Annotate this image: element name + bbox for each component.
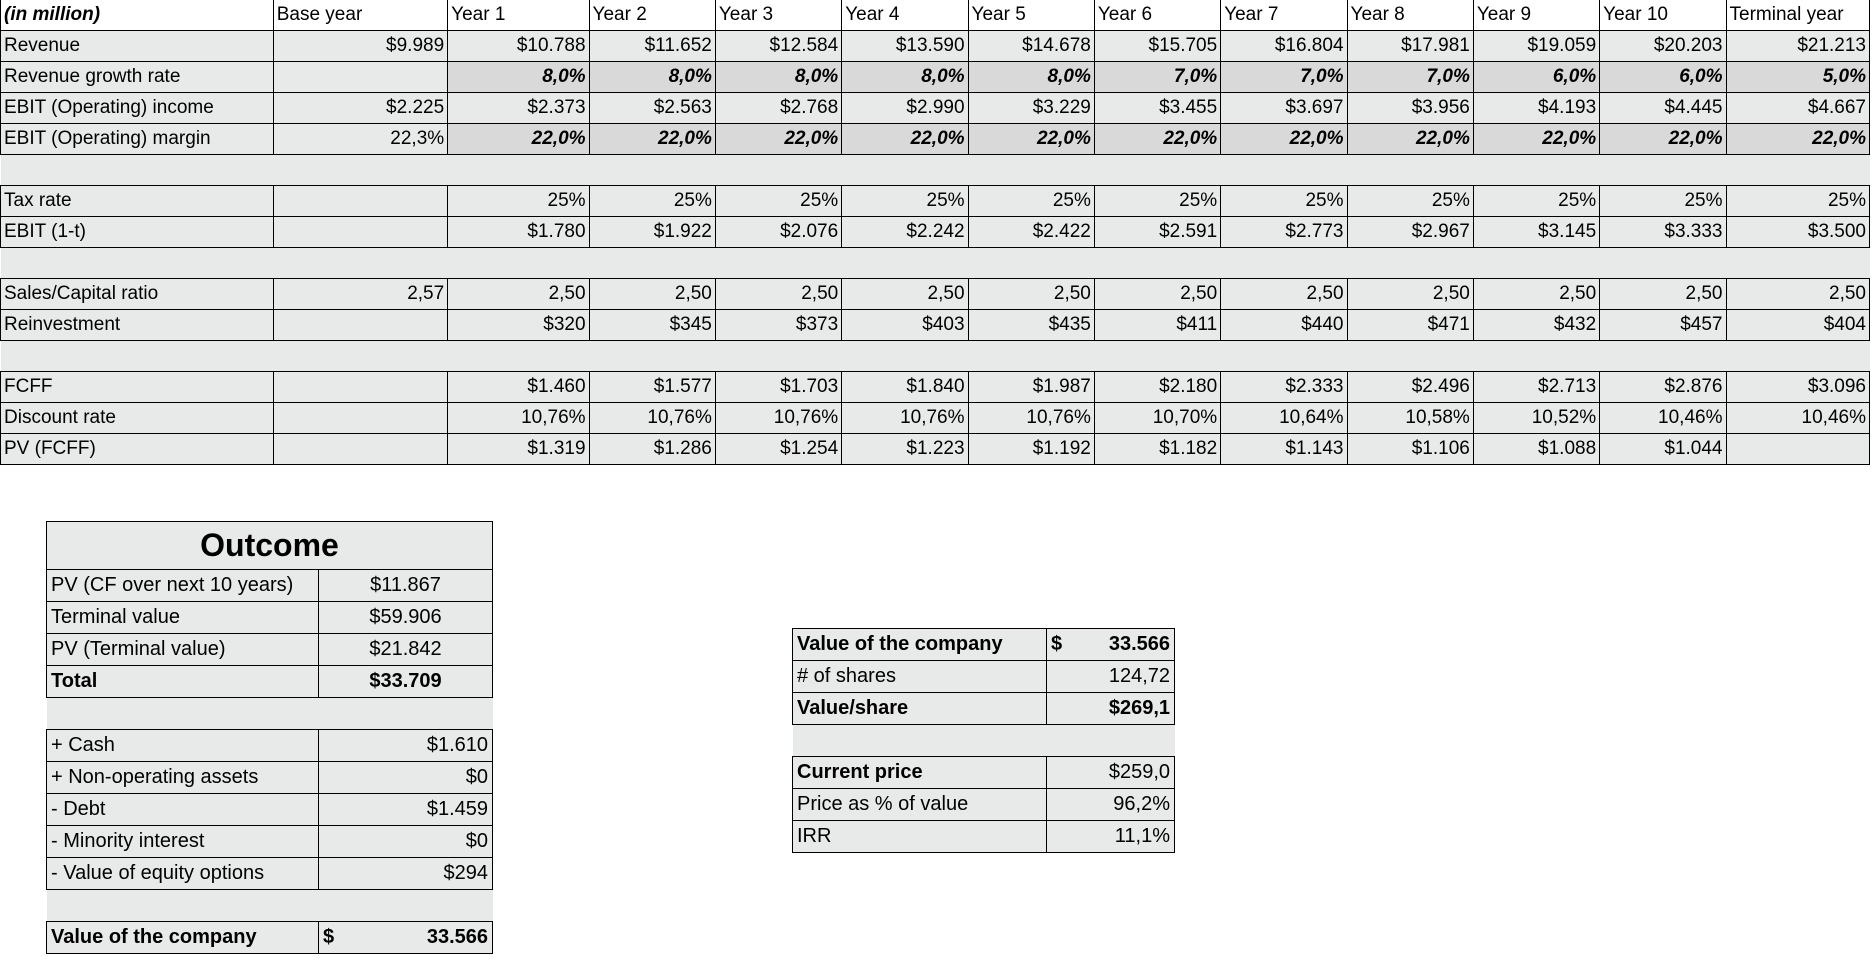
summary-company-label[interactable]: Value of the company <box>793 629 1047 661</box>
non-operating-assets-value[interactable]: $0 <box>319 762 493 794</box>
current-price-label[interactable]: Current price <box>793 757 1047 789</box>
table-cell[interactable]: $2.333 <box>1221 372 1347 403</box>
column-header: Year 9 <box>1473 0 1599 31</box>
table-cell[interactable]: 25% <box>448 186 589 217</box>
table-cell[interactable]: $1.780 <box>448 217 589 248</box>
table-cell[interactable]: $1.044 <box>1600 434 1726 465</box>
pv-terminal-label[interactable]: PV (Terminal value) <box>47 634 319 666</box>
table-cell[interactable] <box>273 62 447 93</box>
table-cell[interactable]: $320 <box>448 310 589 341</box>
table-cell[interactable]: $2.967 <box>1347 217 1473 248</box>
table-cell[interactable]: $14.678 <box>968 31 1094 62</box>
table-cell[interactable]: $1.987 <box>968 372 1094 403</box>
table-row <box>1 403 1870 434</box>
table-cell[interactable]: 10,46% <box>1600 403 1726 434</box>
table-cell[interactable]: 22,0% <box>448 124 589 155</box>
table-cell[interactable]: 8,0% <box>715 62 841 93</box>
table-cell[interactable]: 5,0% <box>1726 62 1870 93</box>
table-cell[interactable] <box>273 217 447 248</box>
row-label[interactable]: Tax rate <box>1 186 274 217</box>
spacer-row <box>1 155 1870 186</box>
spacer-row <box>1 248 1870 279</box>
table-cell[interactable]: $471 <box>1347 310 1473 341</box>
table-cell[interactable]: 8,0% <box>448 62 589 93</box>
table-cell[interactable]: $3.455 <box>1094 93 1220 124</box>
table-cell[interactable]: 2,50 <box>448 279 589 310</box>
spacer-row <box>47 890 493 922</box>
row-label[interactable]: EBIT (Operating) margin <box>1 124 274 155</box>
table-cell[interactable]: 22,0% <box>1600 124 1726 155</box>
company-value: 33.566 <box>426 926 488 948</box>
table-cell[interactable]: $1.577 <box>589 372 715 403</box>
minority-interest-label[interactable]: - Minority interest <box>47 826 319 858</box>
table-cell[interactable]: $21.213 <box>1726 31 1870 62</box>
table-cell[interactable]: $3.096 <box>1726 372 1870 403</box>
row-label[interactable]: PV (FCFF) <box>1 434 274 465</box>
row-label[interactable]: EBIT (1-t) <box>1 217 274 248</box>
table-cell[interactable]: 2,50 <box>842 279 968 310</box>
table-cell[interactable]: $3.229 <box>968 93 1094 124</box>
table-cell[interactable]: $12.584 <box>715 31 841 62</box>
table-cell[interactable]: 22,0% <box>1094 124 1220 155</box>
table-cell[interactable]: 10,52% <box>1473 403 1599 434</box>
column-header: Base year <box>273 0 447 31</box>
row-label[interactable]: Revenue <box>1 31 274 62</box>
table-cell[interactable]: $1.223 <box>842 434 968 465</box>
table-cell[interactable]: $2.496 <box>1347 372 1473 403</box>
table-cell[interactable]: 25% <box>715 186 841 217</box>
shares-value[interactable]: 124,72 <box>1047 661 1175 693</box>
table-row <box>1 434 1870 465</box>
non-operating-assets-label[interactable]: + Non-operating assets <box>47 762 319 794</box>
table-cell[interactable]: $345 <box>589 310 715 341</box>
total-value[interactable]: $33.709 <box>319 666 493 698</box>
irr-value[interactable]: 11,1% <box>1047 821 1175 853</box>
column-header: Year 7 <box>1221 0 1347 31</box>
table-cell[interactable]: $19.059 <box>1473 31 1599 62</box>
table-cell[interactable]: 10,70% <box>1094 403 1220 434</box>
pv-cf-label[interactable]: PV (CF over next 10 years) <box>47 570 319 602</box>
table-cell[interactable]: $1.192 <box>968 434 1094 465</box>
terminal-value-label[interactable]: Terminal value <box>47 602 319 634</box>
table-cell[interactable]: $9.989 <box>273 31 447 62</box>
table-cell[interactable]: $1.254 <box>715 434 841 465</box>
table-cell[interactable]: 8,0% <box>968 62 1094 93</box>
spacer-row <box>1 341 1870 372</box>
column-header: Year 2 <box>589 0 715 31</box>
table-cell[interactable]: $1.922 <box>589 217 715 248</box>
table-cell[interactable]: 10,46% <box>1726 403 1870 434</box>
table-cell[interactable]: 25% <box>1600 186 1726 217</box>
table-cell[interactable]: 10,76% <box>968 403 1094 434</box>
header-row <box>1 0 1870 31</box>
summary-company-value: 33.566 <box>1108 633 1170 655</box>
table-cell[interactable]: $2.076 <box>715 217 841 248</box>
table-cell[interactable]: $2.990 <box>842 93 968 124</box>
table-cell[interactable] <box>1726 434 1870 465</box>
column-header: Year 8 <box>1347 0 1473 31</box>
unit-label: (in million) <box>1 0 274 31</box>
column-header: Terminal year <box>1726 0 1870 31</box>
table-cell[interactable]: $403 <box>842 310 968 341</box>
table-cell[interactable]: $13.590 <box>842 31 968 62</box>
current-price-value[interactable]: $259,0 <box>1047 757 1175 789</box>
table-cell[interactable]: $373 <box>715 310 841 341</box>
table-cell[interactable]: $432 <box>1473 310 1599 341</box>
column-header: Year 5 <box>968 0 1094 31</box>
table-cell[interactable]: $4.193 <box>1473 93 1599 124</box>
table-cell[interactable] <box>273 403 447 434</box>
row-label[interactable]: FCFF <box>1 372 274 403</box>
table-cell[interactable]: $2.373 <box>448 93 589 124</box>
company-value-cell[interactable] <box>319 922 493 954</box>
table-cell[interactable]: $20.203 <box>1600 31 1726 62</box>
table-cell[interactable]: $16.804 <box>1221 31 1347 62</box>
table-cell[interactable]: 2,50 <box>1347 279 1473 310</box>
table-cell[interactable]: $1.703 <box>715 372 841 403</box>
debt-value[interactable]: $1.459 <box>319 794 493 826</box>
price-pct-label[interactable]: Price as % of value <box>793 789 1047 821</box>
table-cell[interactable]: 10,76% <box>589 403 715 434</box>
table-cell[interactable]: $3.333 <box>1600 217 1726 248</box>
shares-label[interactable]: # of shares <box>793 661 1047 693</box>
table-cell[interactable]: $2.773 <box>1221 217 1347 248</box>
table-cell[interactable]: 25% <box>1726 186 1870 217</box>
minority-interest-value[interactable]: $0 <box>319 826 493 858</box>
column-header: Year 6 <box>1094 0 1220 31</box>
table-cell[interactable]: 22,3% <box>273 124 447 155</box>
debt-label[interactable]: - Debt <box>47 794 319 826</box>
table-cell[interactable]: 22,0% <box>1347 124 1473 155</box>
table-cell[interactable]: 25% <box>1221 186 1347 217</box>
outcome-table <box>46 521 493 954</box>
table-cell[interactable]: $2.180 <box>1094 372 1220 403</box>
table-cell[interactable]: 2,50 <box>1726 279 1870 310</box>
row-label[interactable]: Discount rate <box>1 403 274 434</box>
table-cell[interactable]: 22,0% <box>1473 124 1599 155</box>
table-cell[interactable]: 2,50 <box>968 279 1094 310</box>
table-cell[interactable]: $2.225 <box>273 93 447 124</box>
table-cell[interactable]: 22,0% <box>589 124 715 155</box>
table-cell[interactable]: 2,50 <box>589 279 715 310</box>
row-label[interactable]: Sales/Capital ratio <box>1 279 274 310</box>
table-cell[interactable]: $4.445 <box>1600 93 1726 124</box>
summary-company-cell[interactable] <box>1047 629 1175 661</box>
value-per-share-label[interactable]: Value/share <box>793 693 1047 725</box>
table-cell[interactable]: $1.143 <box>1221 434 1347 465</box>
table-row <box>1 279 1870 310</box>
currency-symbol: $ <box>323 926 335 948</box>
equity-options-label[interactable]: - Value of equity options <box>47 858 319 890</box>
table-cell[interactable]: $11.652 <box>589 31 715 62</box>
table-cell[interactable]: 6,0% <box>1473 62 1599 93</box>
equity-options-value[interactable]: $294 <box>319 858 493 890</box>
table-cell[interactable]: $10.788 <box>448 31 589 62</box>
table-cell[interactable]: $2.876 <box>1600 372 1726 403</box>
table-cell[interactable]: $435 <box>968 310 1094 341</box>
table-cell[interactable]: $440 <box>1221 310 1347 341</box>
table-cell[interactable]: $404 <box>1726 310 1870 341</box>
row-label[interactable]: Revenue growth rate <box>1 62 274 93</box>
table-cell[interactable]: $2.422 <box>968 217 1094 248</box>
company-value-label[interactable]: Value of the company <box>47 922 319 954</box>
table-cell[interactable]: 22,0% <box>842 124 968 155</box>
value-per-share-value[interactable]: $269,1 <box>1047 693 1175 725</box>
table-cell[interactable]: 6,0% <box>1600 62 1726 93</box>
table-cell[interactable]: $2.591 <box>1094 217 1220 248</box>
currency-symbol: $ <box>1051 633 1063 655</box>
table-cell[interactable]: 7,0% <box>1221 62 1347 93</box>
table-cell[interactable]: 22,0% <box>968 124 1094 155</box>
table-cell[interactable]: $1.840 <box>842 372 968 403</box>
table-row <box>1 310 1870 341</box>
table-cell[interactable]: 25% <box>589 186 715 217</box>
irr-label[interactable]: IRR <box>793 821 1047 853</box>
table-cell[interactable]: 25% <box>1347 186 1473 217</box>
table-cell[interactable]: 10,64% <box>1221 403 1347 434</box>
table-cell[interactable] <box>273 372 447 403</box>
table-cell[interactable]: 25% <box>1094 186 1220 217</box>
table-cell[interactable]: $4.667 <box>1726 93 1870 124</box>
table-row <box>1 217 1870 248</box>
table-cell[interactable]: $3.697 <box>1221 93 1347 124</box>
table-cell[interactable] <box>273 310 447 341</box>
table-cell[interactable]: 10,76% <box>448 403 589 434</box>
table-cell[interactable]: $1.106 <box>1347 434 1473 465</box>
table-cell[interactable]: $3.145 <box>1473 217 1599 248</box>
table-cell[interactable]: $1.088 <box>1473 434 1599 465</box>
table-cell[interactable]: 2,50 <box>1094 279 1220 310</box>
summary-table <box>792 628 1175 853</box>
table-row <box>1 62 1870 93</box>
cash-label[interactable]: + Cash <box>47 730 319 762</box>
table-cell[interactable]: 25% <box>968 186 1094 217</box>
table-cell[interactable]: $1.319 <box>448 434 589 465</box>
table-cell[interactable]: 10,58% <box>1347 403 1473 434</box>
table-cell[interactable]: 8,0% <box>842 62 968 93</box>
table-cell[interactable]: 2,50 <box>1600 279 1726 310</box>
table-cell[interactable]: $1.286 <box>589 434 715 465</box>
table-cell[interactable]: $411 <box>1094 310 1220 341</box>
table-cell[interactable]: $3.500 <box>1726 217 1870 248</box>
table-cell[interactable]: 2,50 <box>1473 279 1599 310</box>
table-cell[interactable]: $1.460 <box>448 372 589 403</box>
table-cell[interactable]: 2,57 <box>273 279 447 310</box>
table-cell[interactable] <box>273 434 447 465</box>
table-cell[interactable]: 2,50 <box>715 279 841 310</box>
table-cell[interactable]: 22,0% <box>1221 124 1347 155</box>
table-cell[interactable]: 8,0% <box>589 62 715 93</box>
spacer-row <box>793 725 1175 757</box>
table-cell[interactable]: 2,50 <box>1221 279 1347 310</box>
column-header: Year 1 <box>448 0 589 31</box>
table-row <box>1 186 1870 217</box>
spacer-row <box>47 698 493 730</box>
table-cell[interactable]: 10,76% <box>715 403 841 434</box>
table-row <box>1 31 1870 62</box>
table-cell[interactable]: $3.956 <box>1347 93 1473 124</box>
table-cell[interactable] <box>273 186 447 217</box>
table-cell[interactable]: $2.713 <box>1473 372 1599 403</box>
table-cell[interactable]: 25% <box>1473 186 1599 217</box>
column-header: Year 3 <box>715 0 841 31</box>
table-cell[interactable]: $2.563 <box>589 93 715 124</box>
table-cell[interactable]: 25% <box>842 186 968 217</box>
table-cell[interactable]: $17.981 <box>1347 31 1473 62</box>
column-header: Year 4 <box>842 0 968 31</box>
row-label[interactable]: EBIT (Operating) income <box>1 93 274 124</box>
column-header: Year 10 <box>1600 0 1726 31</box>
outcome-title: Outcome <box>47 522 493 570</box>
terminal-value[interactable]: $59.906 <box>319 602 493 634</box>
table-cell[interactable]: $15.705 <box>1094 31 1220 62</box>
cash-value[interactable]: $1.610 <box>319 730 493 762</box>
row-label[interactable]: Reinvestment <box>1 310 274 341</box>
pv-terminal-value[interactable]: $21.842 <box>319 634 493 666</box>
table-cell[interactable]: 22,0% <box>715 124 841 155</box>
projection-table <box>0 0 1870 465</box>
table-cell[interactable]: 7,0% <box>1347 62 1473 93</box>
table-row <box>1 93 1870 124</box>
total-label[interactable]: Total <box>47 666 319 698</box>
table-cell[interactable]: 7,0% <box>1094 62 1220 93</box>
table-cell[interactable]: $2.242 <box>842 217 968 248</box>
pv-cf-value[interactable]: $11.867 <box>319 570 493 602</box>
table-cell[interactable]: 22,0% <box>1726 124 1870 155</box>
table-cell[interactable]: $1.182 <box>1094 434 1220 465</box>
table-cell[interactable]: $2.768 <box>715 93 841 124</box>
table-cell[interactable]: $457 <box>1600 310 1726 341</box>
table-row <box>1 124 1870 155</box>
price-pct-value[interactable]: 96,2% <box>1047 789 1175 821</box>
table-cell[interactable]: 10,76% <box>842 403 968 434</box>
table-row <box>1 372 1870 403</box>
